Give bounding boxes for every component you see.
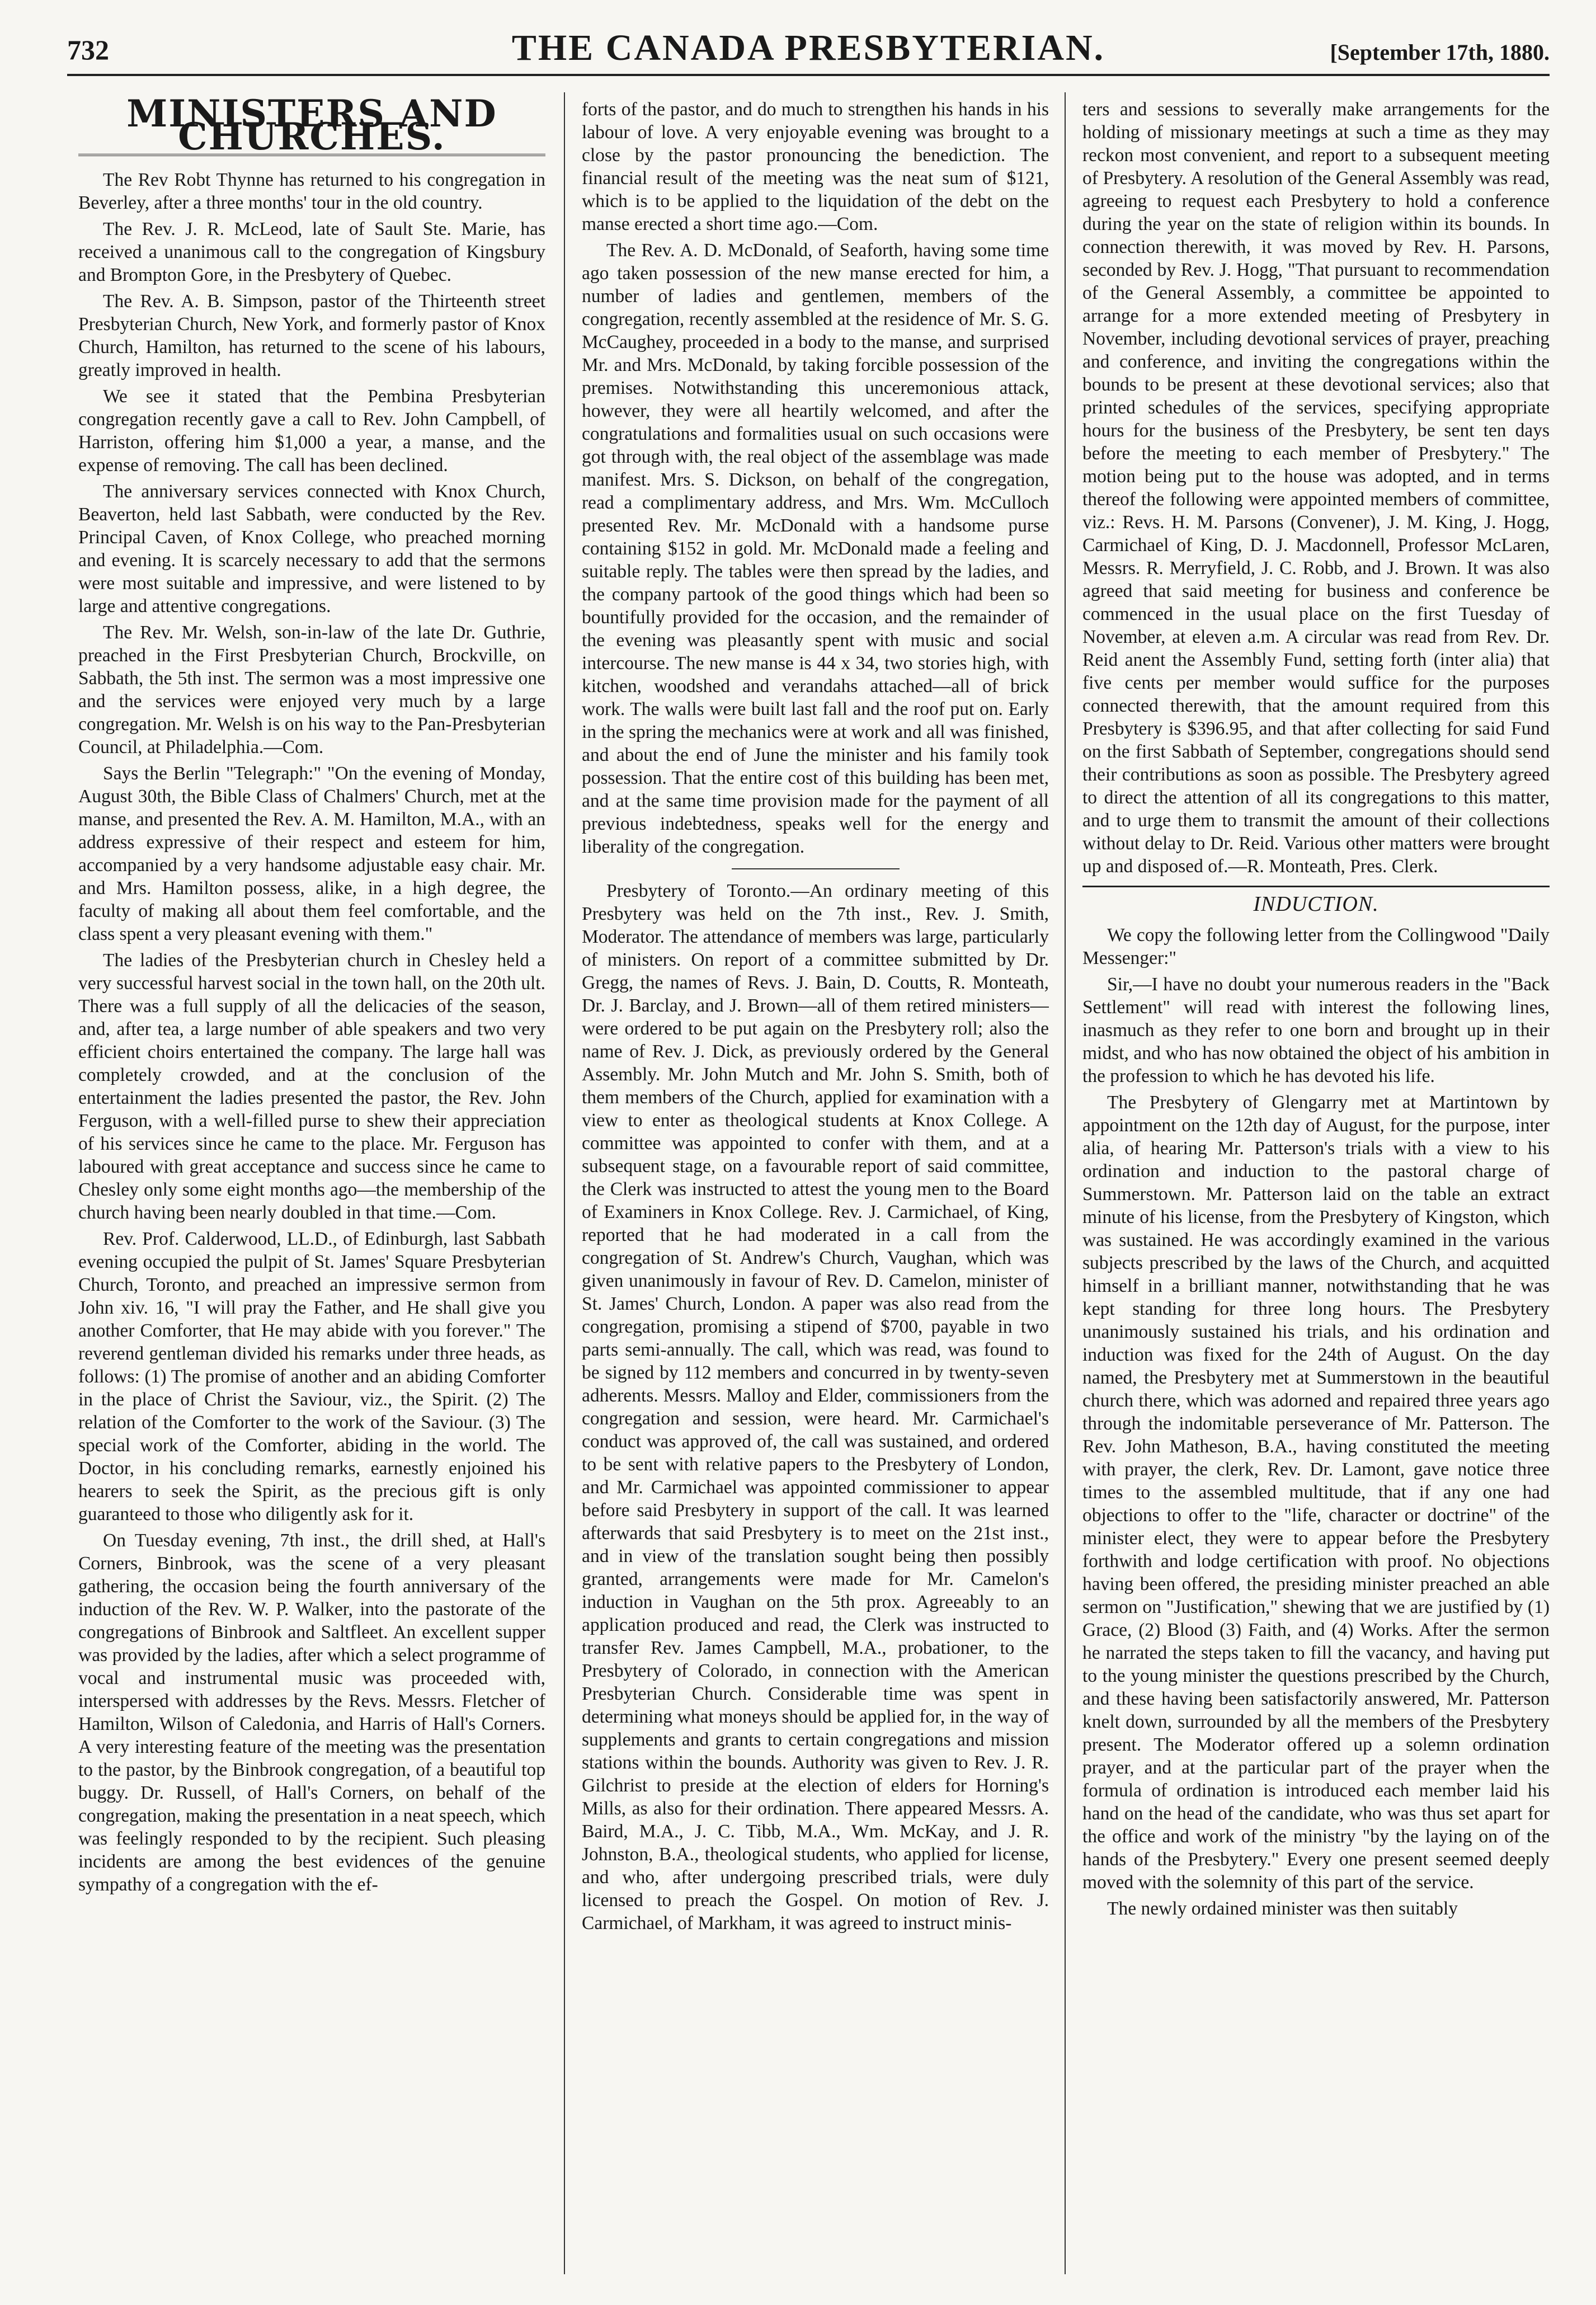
article-paragraph: The Rev. A. B. Simpson, pastor of the Thirteenth street Presbyterian Church, New York, and formerly pastor of Knox Church, Hamilton, has returned to the scene of his labours, greatly improved in health. [78,291,545,380]
column-rule [1065,92,1066,2274]
section-subheading: INDUCTION. [1253,892,1379,916]
article-paragraph: We copy the following letter from the Collingwood "Daily Messenger:" [1082,925,1550,968]
column-rule [564,92,565,2274]
article-paragraph: Says the Berlin "Telegraph:" "On the evening of Monday, August 30th, the Bible Class of Chalmers' Church, met at the manse, and presented the Rev. A. M. Hamilton, M.A., with an address expressive of their respect and esteem for him, accompanied by a very handsome adjustable easy chair. Mr. and Mrs. Hamilton possess, alike, in a high degree, the faculty of making all about them feel comfortable, and the class spent a very pleasant evening with them." [78,763,545,944]
article-paragraph: On Tuesday evening, 7th inst., the drill shed, at Hall's Corners, Binbrook, was the scene of a very pleasant gathering, the occasion being the fourth anniversary of the induction of the Rev. W. P. Walker, into the pastorate of the congregations of Binbrook and Saltfleet. An excellent supper was provided by the ladies, after which a select programme of vocal and instrumental music was proceeded with, interspersed with addresses by the Revs. Messrs. Fletcher of Hamilton, Wilson of Caledonia, and Harris of Hall's Corners. A very interesting feature of the meeting was the presentation to the pastor, by the Binbrook congregation, of a beautiful top buggy. Dr. Russell, of Hall's Corners, on behalf of the congregation, making the presentation in a neat speech, which was feelingly responded to by the recipient. Such pleasing incidents are among the best evidences of the genuine sympathy of a congregation with the ef- [78,1530,545,1895]
article-paragraph: Rev. Prof. Calderwood, LL.D., of Edinburgh, last Sabbath evening occupied the pulpit of St. James' Square Presbyterian Church, Toronto, and preached an impressive sermon from John xiv. 16, "I will pray the Father, and He shall give you another Comforter, that He may abide with you forever." The reverend gentleman divided his remarks under three heads, as follows: (1) The promise of another and an abiding Comforter in the place of Christ the Saviour, viz., the Spirit. (2) The relation of the Comforter to the work of the Saviour. (3) The special work of the Comforter, abiding in the world. The Doctor, in his concluding remarks, earnestly enjoined his hearers to seek the Spirit, as the precious gift is only guaranteed to those who diligently ask for it. [78,1229,545,1525]
article-paragraph: Sir,—I have no doubt your numerous readers in the "Back Settlement" will read with interest the following lines, inasmuch as they refer to one born and brought up in their midst, and who has now obtained the object of his ambition in the profession to which he has devoted his life. [1082,974,1550,1086]
article-paragraph: The ladies of the Presbyterian church in Chesley held a very successful harvest social in the town hall, on the 20th ult. There was a full supply of all the delicacies of the season, and, after tea, a large number of able speakers and two very efficient choirs entertained the company. The large hall was completely crowded, and at the conclusion of the entertainment the ladies presented the pastor, the Rev. John Ferguson, with a well-filled purse to shew their appreciation of his services since he came to the place. Mr. Ferguson has laboured with great acceptance and success since he came to Chesley only some eight months ago—the membership of the church having been nearly doubled in that time.—Com. [78,950,545,1223]
article-paragraph: ters and sessions to severally make arrangements for the holding of missionary meetings at such a time as they may reckon most convenient, and report to a subsequent meeting of Presbytery. A resolution of the General Assembly was read, agreeing to request each Presbytery to hold a conference during the year on the state of religion within its bounds. In connection therewith, it was moved by Rev. H. Parsons, seconded by Rev. J. Hogg, "That pursuant to recommendation of the General Assembly, a committee be appointed to arrange for a more extended meeting of Presbytery in November, including devotional services of prayer, preaching and conference, and inviting the congregations within the bounds to be present at these devotional services; also that printed schedules of the services, specifying appropriate hours for the business of the Presbytery, be sent ten days before the meeting to each member of Presbytery." The motion being put to the house was adopted, and in terms thereof the following were appointed members of committee, viz.: Revs. H. M. Parsons (Convener), J. M. King, J. Hogg, Carmichael of King, D. J. Macdonnell, Professor McLaren, Messrs. R. Merryfield, J. C. Robb, and J. Brown. It was also agreed that said meeting for business and conference be commenced in the usual place on the first Tuesday of November, at eleven a.m. A circular was read from Rev. Dr. Reid anent the Assembly Fund, setting forth (inter alia) that five cents per member would suffice for the purposes connected therewith, that the amount required from this Presbytery is $396.95, and that after collecting for said Fund on the first Sabbath of September, congregations should send their contributions as soon as possible. The Presbytery agreed to direct the attention of all its congregations to this matter, and to urge them to transmit the amount of their collections without delay to Dr. Reid. Various other matters were brought up and disposed of.—R. Monteath, Pres. Clerk. [1082,99,1550,877]
article-paragraph: The Rev. Mr. Welsh, son-in-law of the late Dr. Guthrie, preached in the First Presbyterian Church, Brockville, on Sabbath, the 5th inst. The sermon was a most impressive one and the services were enjoyed very much by a large congregation. Mr. Welsh is on his way to the Pan-Presbyterian Council, at Philadelphia.—Com. [78,622,545,758]
newspaper-title: THE CANADA PRESBYTERIAN. [511,27,1105,68]
article-paragraph: The Rev. J. R. McLeod, late of Sault Ste. Marie, has received a unanimous call to the congregation of Kingsbury and Brompton Gore, in the Presbytery of Quebec. [78,219,545,285]
article-paragraph: The Presbytery of Glengarry met at Martintown by appointment on the 12th day of August, for the purpose, inter alia, of hearing Mr. Patterson's trials with a view to his ordination and induction to the pastoral charge of Summerstown. Mr. Patterson laid on the table an extract minute of his license, from the Presbytery of Kingston, which was sustained. He was accordingly examined in the various subjects prescribed by the laws of the Church, and acquitted himself in a brilliant manner, notwithstanding that he was kept standing for three long hours. The Presbytery unanimously sustained his trials, and his ordination and induction was fixed for the 24th of August. On the day named, the Presbytery met at Summerstown in the beautiful church there, which was adorned and repaired three years ago through the indomitable perseverance of Mr. Patterson. The Rev. John Matheson, B.A., having constituted the meeting with prayer, the clerk, Rev. Dr. Lamont, gave notice three times to the assembled multitude, that if any one had objections to offer to the "life, character or doctrine" of the minister elect, they were to appear before the Presbytery forthwith and lodge certification with proof. No objections having been offered, the presiding minister preached an able sermon on "Justification," shewing that we are justified by (1) Grace, (2) Blood (3) Faith, and (4) Works. After the sermon he narrated the steps taken to fill the vacancy, and having put to the young minister the questions prescribed by the Church, and these having been satisfactorily answered, Mr. Patterson knelt down, surrounded by all the members of the Presbytery present. The Moderator offered up a solemn ordination prayer, and at the particular part of the prayer when the formula of ordination is introduced each member laid his hand on the head of the candidate, who was thus set apart for the office and work of the ministry "by the laying on of the hands of the Presbytery." Every one present seemed deeply moved with the solemnity of this part of the service. [1082,1092,1550,1893]
section-heading: MINISTERS AND CHURCHES. [126,98,497,158]
column-2 [582,98,1049,2274]
article-paragraph: The anniversary services connected with Knox Church, Beaverton, held last Sabbath, were conducted by the Rev. Principal Caven, of Knox College, who preached morning and evening. It is scarcely necessary to add that the sermons were most suitable and impressive, and were listened to by large and attentive congregations. [78,481,545,617]
issue-date: [September 17th, 1880. [1330,40,1550,65]
article-paragraph: The Rev. A. D. McDonald, of Seaforth, having some time ago taken possession of the new manse erected for him, a number of ladies and gentlemen, members of the congregation, recently assembled at the residence of Mr. S. G. McCaughey, proceeded in a body to the manse, and surprised Mr. and Mrs. McDonald, by taking forcible possession of the premises. Notwithstanding this unceremonious attack, however, they were all heartily welcomed, and after the congratulations and formalities usual on such occasions were got through with, the real object of the assemblage was made manifest. Mrs. S. Dickson, on behalf of the congregation, read a complimentary address, and Mrs. Wm. McCulloch presented Rev. Mr. McDonald with a handsome purse containing $152 in gold. Mr. McDonald made a feeling and suitable reply. The tables were then spread by the ladies, and the company partook of the good things which had been so bountifully provided for the occasion, and the remainder of the evening was pleasantly spent with music and social intercourse. The new manse is 44 x 34, two stories high, with kitchen, woodshed and verandahs attached—all of brick work. The walls were built last fall and the roof put on. Early in the spring the mechanics were at work and all was finished, and about the end of June the minister and his family took possession. That the entire cost of this building has been met, and at the same time provision made for the payment of all previous indebtedness, speaks well for the energy and liberality of the congregation. [582,240,1049,857]
column-1 [78,98,545,2274]
article-separator [732,868,900,869]
article-paragraph: forts of the pastor, and do much to strengthen his hands in his labour of love. A very enjoyable evening was brought to a close by the pastor pronouncing the benediction. The financial result of the meeting was the neat sum of $121, which is to be applied to the liquidation of the debt on the manse erected a short time ago.—Com. [582,99,1049,234]
article-paragraph: The newly ordained minister was then suitably [1107,1898,1458,1919]
column-3 [1082,98,1550,2274]
article-separator [1082,886,1550,887]
article-paragraph: The Rev Robt Thynne has returned to his congregation in Beverley, after a three months' tour in the old country. [78,170,545,213]
masthead [67,23,1550,76]
article-paragraph: Presbytery of Toronto.—An ordinary meeting of this Presbytery was held on the 7th inst., Rev. J. Smith, Moderator. The attendance of members was large, particularly of ministers. On report of a committee submitted by Dr. Gregg, the names of Revs. J. Bain, D. Coutts, R. Monteath, Dr. J. Barclay, and J. Brown—all of them retired ministers—were ordered to be put again on the Presbytery roll; also the name of Rev. J. Dick, as previously ordered by the General Assembly. Mr. John Mutch and Mr. John S. Smith, both of them members of the Church, applied for examination with a view to enter as theological students at Knox College. A committee was appointed to confer with them, and at a subsequent stage, on a favourable report of said committee, the Clerk was instructed to attest the young men to the Board of Examiners in Knox College. Rev. J. Carmichael, of King, reported that he had moderated in a call from the congregation of St. Andrew's Church, Vaughan, which was given unanimously in favour of Rev. D. Camelon, minister of St. James' Church, London. A paper was also read from the congregation, promising a stipend of $700, payable in two parts semi-annually. The call, which was read, was found to be signed by 112 members and concurred in by twenty-seven adherents. Messrs. Malloy and Elder, commissioners from the congregation and session, were heard. Mr. Carmichael's conduct was approved of, the call was sustained, and ordered to be sent with relative papers to the Presbytery of London, and Mr. Carmichael was appointed commissioner to appear before said Presbytery in support of the call. It was learned afterwards that said Presbytery is to meet on the 21st inst., and in view of the translation sought being then possibly granted, arrangements were made for Mr. Camelon's induction in Vaughan on the 5th prox. Agreeably to an application produced and read, the Clerk was instructed to transfer Rev. James Campbell, M.A., probationer, to the Presbytery of Colorado, in connection with the American Presbyterian Church. Considerable time was spent in determining what moneys should be applied for, in the way of supplements and grants to certain congregations and mission stations within the bounds. Authority was given to Rev. J. R. Gilchrist to preside at the election of elders for Horning's Mills, as also for their ordination. There appeared Messrs. A. Baird, M.A., J. C. Tibb, M.A., Wm. McKay, and J. R. Johnston, B.A., theological students, who applied for license, and who, after undergoing prescribed trials, were duly licensed to preach the Gospel. On motion of Rev. J. Carmichael, of Markham, it was agreed to instruct minis- [582,881,1049,1934]
page-number: 732 [67,34,109,65]
article-paragraph: We see it stated that the Pembina Presbyterian congregation recently gave a call to Rev. John Campbell, of Harriston, offering him $1,000 a year, a manse, and the expense of removing. The call has been declined. [78,386,545,476]
